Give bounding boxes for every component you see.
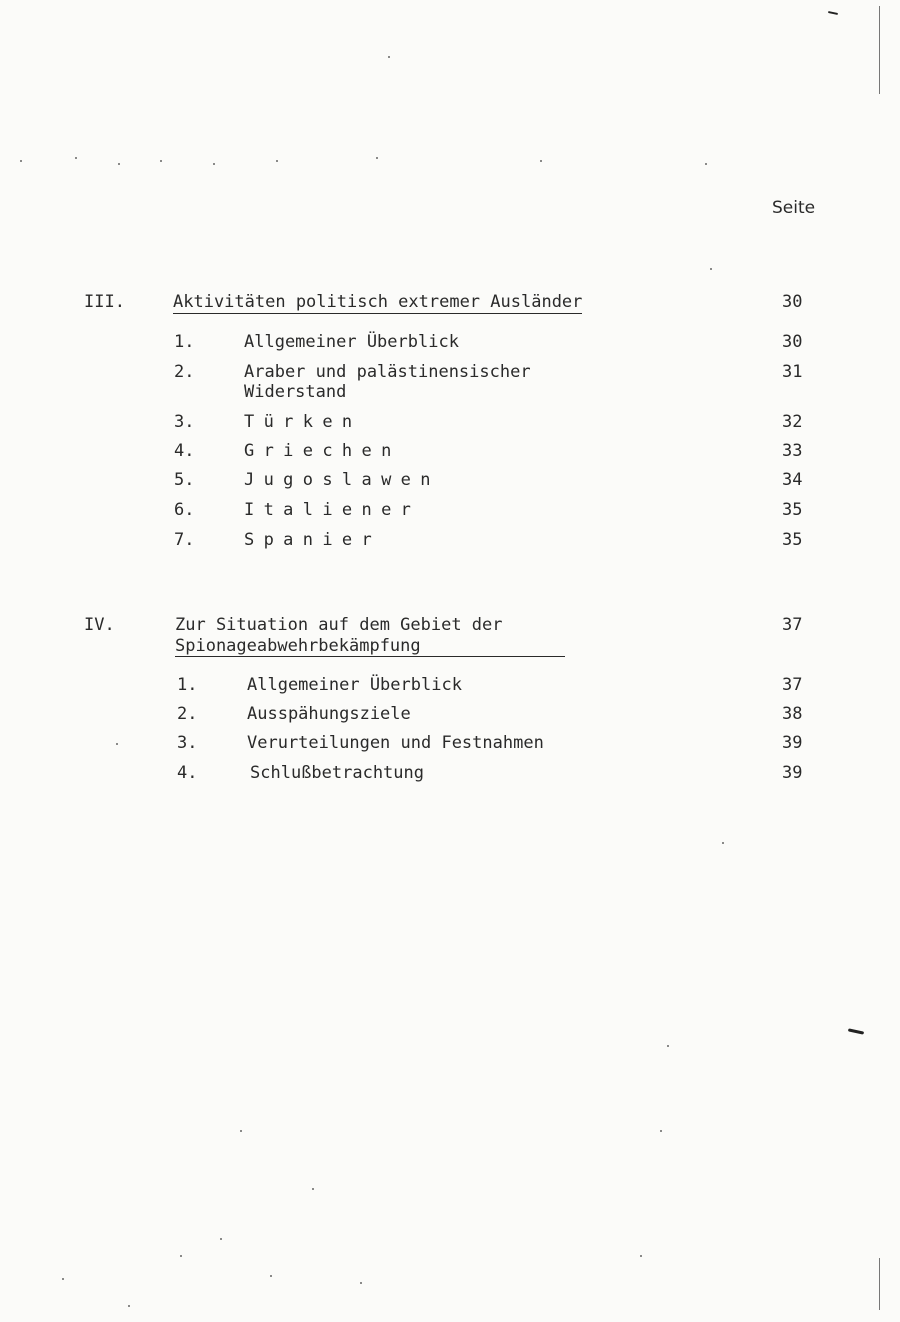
speck (240, 1130, 242, 1132)
item-page-number: 32 (782, 412, 803, 432)
item-page-number: 39 (782, 733, 803, 753)
scan-mark (828, 11, 838, 15)
speck (640, 1255, 642, 1257)
item-page-number: 39 (782, 763, 803, 783)
section-numeral: III. (84, 292, 125, 312)
item-number: 3. (177, 733, 198, 753)
item-title-continued: Widerstand (244, 382, 347, 402)
section-page-number: 30 (782, 292, 803, 312)
item-title: Türken (244, 412, 362, 432)
item-number: 3. (174, 412, 195, 432)
item-title: Jugoslawen (244, 470, 440, 490)
item-number: 1. (177, 675, 198, 695)
item-number: 5. (174, 470, 195, 490)
speck (722, 842, 724, 844)
item-title: Araber und palästinensischer (244, 362, 531, 382)
item-number: 4. (177, 763, 198, 783)
item-title: Spanier (244, 530, 382, 550)
speck (180, 1255, 182, 1257)
speck (667, 1045, 669, 1047)
item-page-number: 37 (782, 675, 803, 695)
item-number: 4. (174, 441, 195, 461)
item-title: Verurteilungen und Festnahmen (247, 733, 544, 753)
speck (118, 163, 120, 165)
speck (276, 160, 278, 162)
item-page-number: 34 (782, 470, 803, 490)
item-number: 7. (174, 530, 195, 550)
section-title: Zur Situation auf dem Gebiet der (175, 615, 503, 635)
item-title: Allgemeiner Überblick (247, 675, 462, 695)
section-numeral: IV. (84, 615, 115, 635)
speck (360, 1282, 362, 1284)
section-page-number: 37 (782, 615, 803, 635)
speck (710, 268, 712, 270)
item-page-number: 35 (782, 500, 803, 520)
item-number: 2. (177, 704, 198, 724)
speck (540, 160, 542, 162)
item-number: 6. (174, 500, 195, 520)
speck (75, 157, 77, 159)
item-page-number: 33 (782, 441, 803, 461)
item-page-number: 38 (782, 704, 803, 724)
speck (376, 157, 378, 159)
item-page-number: 30 (782, 332, 803, 352)
section-title: Aktivitäten politisch extremer Ausländer (173, 292, 583, 312)
scan-mark (848, 1028, 864, 1034)
item-title: Schlußbetrachtung (250, 763, 424, 783)
speck (270, 1275, 272, 1277)
item-number: 2. (174, 362, 195, 382)
speck (20, 160, 22, 162)
item-title: Griechen (244, 441, 401, 461)
speck (220, 1238, 222, 1240)
item-title: Allgemeiner Überblick (244, 332, 459, 352)
speck (388, 56, 390, 58)
scan-edge-line-bottom (879, 1258, 880, 1310)
item-title: Ausspähungsziele (247, 704, 411, 724)
page-column-header: Seite (772, 198, 816, 218)
speck (312, 1188, 314, 1190)
section-title-continued: Spionageabwehrbekämpfung (175, 636, 565, 657)
item-page-number: 35 (782, 530, 803, 550)
scan-edge-line-top (879, 6, 880, 94)
item-title: Italiener (244, 500, 421, 520)
speck (705, 163, 707, 165)
speck (116, 743, 118, 745)
speck (160, 160, 162, 162)
speck (213, 163, 215, 165)
speck (128, 1305, 130, 1307)
item-number: 1. (174, 332, 195, 352)
speck (660, 1130, 662, 1132)
item-page-number: 31 (782, 362, 803, 382)
speck (62, 1278, 64, 1280)
